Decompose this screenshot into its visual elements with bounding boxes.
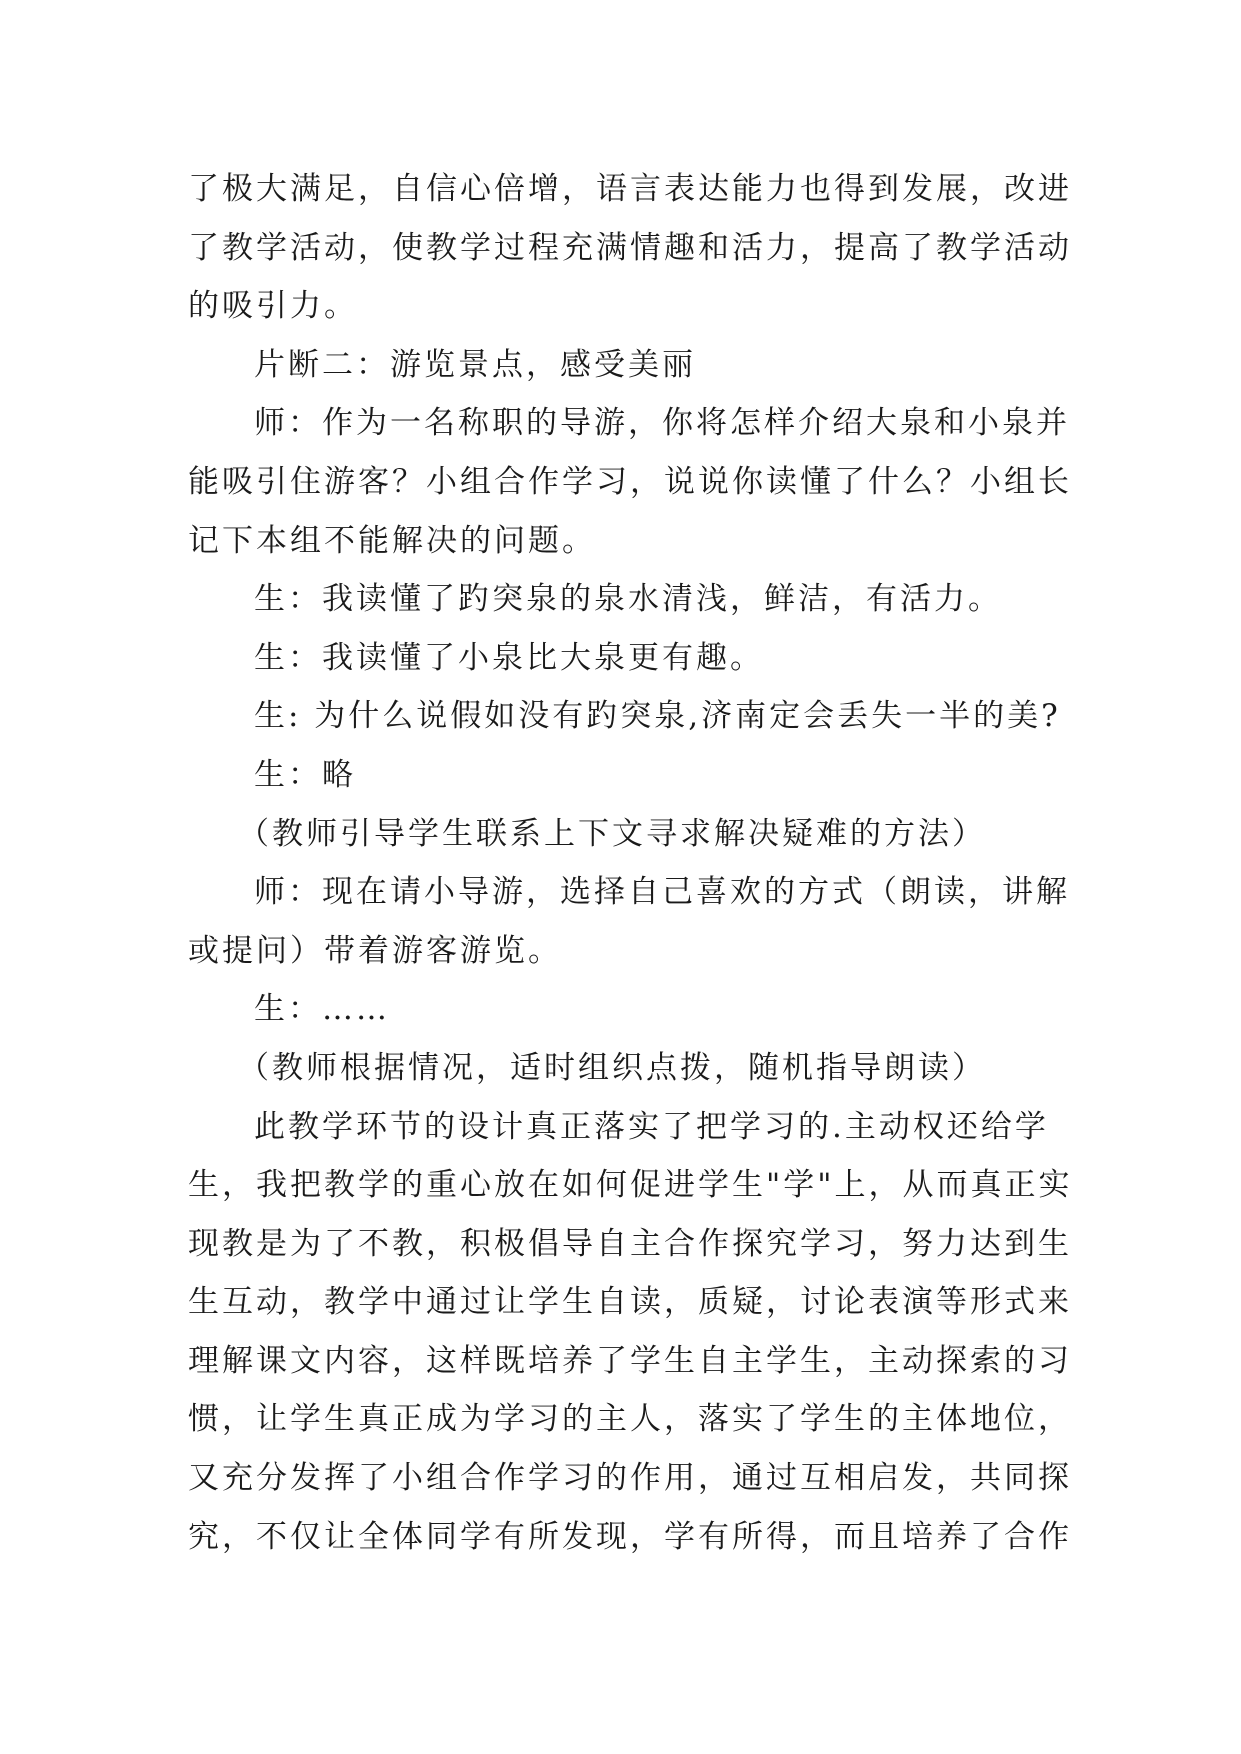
- section-heading: 片断二：游览景点，感受美丽: [254, 346, 696, 383]
- text-line: 又充分发挥了小组合作学习的作用，通过互相启发，共同探: [188, 1460, 1072, 1497]
- text-line: 现教是为了不教，积极倡导自主合作探究学习，努力达到生: [188, 1225, 1072, 1262]
- text-line: 理解课文内容，这样既培养了学生自主学生，主动探索的习: [188, 1342, 1072, 1379]
- teacher-line: 师：现在请小导游，选择自己喜欢的方式（朗读，讲解: [254, 874, 1070, 911]
- student-line: 生：我读懂了小泉比大泉更有趣。: [254, 639, 764, 676]
- text-line: 的吸引力。: [188, 288, 358, 325]
- text-line: 生互动，教学中通过让学生自读，质疑，讨论表演等形式来: [188, 1284, 1072, 1321]
- text-line: 生，我把教学的重心放在如何促进学生"学"上，从而真正实: [188, 1167, 1073, 1204]
- teacher-line: 师：作为一名称职的导游，你将怎样介绍大泉和小泉并: [254, 405, 1070, 442]
- student-line: 生：略: [254, 756, 356, 793]
- text-line: 了教学活动，使教学过程充满情趣和活力，提高了教学活动: [188, 229, 1072, 266]
- student-line: 生：我读懂了趵突泉的泉水清浅，鲜洁，有活力。: [254, 581, 1002, 618]
- text-line: 惯，让学生真正成为学习的主人，落实了学生的主体地位，: [188, 1401, 1072, 1438]
- text-line: 了极大满足，自信心倍增，语言表达能力也得到发展，改进: [188, 171, 1072, 207]
- student-line: 生：……: [254, 991, 390, 1028]
- text-line: 能吸引住游客？小组合作学习，说说你读懂了什么？小组长: [188, 463, 1072, 500]
- text-line: 记下本组不能解决的问题。: [188, 522, 596, 559]
- text-line: 或提问）带着游客游览。: [188, 932, 562, 969]
- teacher-note: （教师根据情况，适时组织点拨，随机指导朗读）: [238, 1049, 986, 1086]
- text-line: 究，不仅让全体同学有所发现，学有所得，而且培养了合作: [188, 1518, 1072, 1555]
- document-body: [188, 160, 1073, 1566]
- teacher-note: （教师引导学生联系上下文寻求解决疑难的方法）: [238, 815, 986, 852]
- student-line: 生: 为什么说假如没有趵突泉,济南定会丢失一半的美?: [254, 698, 1061, 735]
- paragraph-start: 此教学环节的设计真正落实了把学习的.主动权还给学: [254, 1108, 1049, 1145]
